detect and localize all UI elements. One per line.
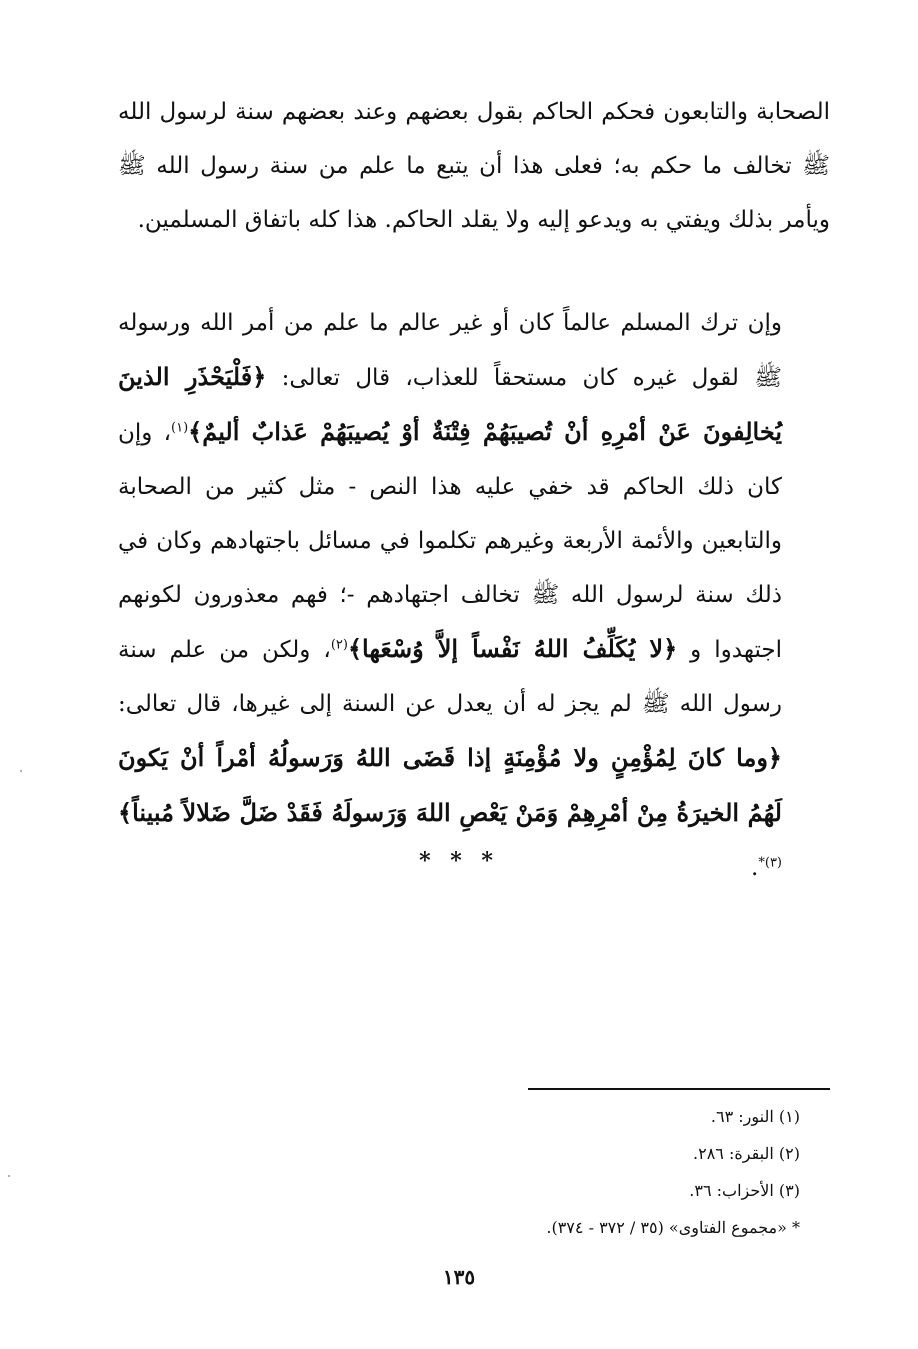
scan-speck [20,770,22,772]
paragraph-1-text: الصحابة والتابعون فحكم الحاكم بقول بعضهم وعند بعضهم سنة لرسول الله ﷺ تخالف ما حكم به؛ فعلى هذا أن يتبع ما علم من سنة رسول الله ﷺ ويأمر بذلك ويفتي به ويدعو إليه ولا يقلد الحاكم. هذا كله باتفاق المسلمين. [118,99,830,233]
footnote-3: (٣) الأحزاب: ٣٦. [689,1181,800,1200]
footnote-1: (١) النور: ٦٣. [710,1107,800,1126]
footnote-ref-3: (٣) [764,855,782,871]
quran-quote-2: ﴿لا يُكَلِّفُ اللهُ نَفْساً إلاَّ وُسْعَها﴾ [347,634,678,663]
footnote-ref-2: (٢) [330,637,348,653]
footnote-ref-1: (١) [171,420,189,436]
paragraph-2-part3: ، ولكن من علم سنة رسول الله ﷺ لم يجز له أن يعدل عن السنة إلى غيرها، قال تعالى: [118,637,782,717]
paragraph-2-part4: . [751,855,759,881]
footnote-source: * «مجموع الفتاوى» (٣٥ / ٣٧٢ - ٣٧٤). [546,1218,800,1237]
footnote-2: (٢) البقرة: ٢٨٦. [693,1144,800,1163]
paragraph-2-part2: ، وإن كان ذلك الحاكم قد خفي عليه هذا النص - مثل كثير من الصحابة والتابعين والأئمة الأربعة وغيرهم تكلموا في مسائل باجتهادهم وكان في ذلك سنة لرسول الله ﷺ تخالف اجتهادهم -؛ فهم معذورون لكونهم اجتهدوا و [118,420,782,663]
paragraph-1 [118,85,830,247]
quran-quote-1: ﴿فَلْيَحْذَرِ الذينَ يُخالِفونَ عَنْ أمْرِهِ أنْ تُصيبَهُمْ فِتْنَةٌ أوْ يُصيبَهُمْ عَذابٌ أليمٌ﴾ [118,362,782,446]
footnote-ref-star: * [758,855,765,871]
section-separator: * * * [419,848,499,874]
paragraph-2-part1: وإن ترك المسلم عالماً كان أو غير عالم ما علم من أمر الله ورسوله ﷺ لقول غيره كان مستحقاً للعذاب، قال تعالى: [118,310,783,391]
footnotes [380,1098,800,1246]
paragraph-2 [118,296,830,895]
scan-speck [8,1175,10,1177]
page-number: ١٣٥ [442,1265,476,1289]
footnote-divider [528,1088,830,1090]
quran-quote-3: ﴿وما كانَ لِمُؤْمِنٍ ولا مُؤْمِنَةٍ إذا قَضَى اللهُ وَرَسولُهُ أمْراً أنْ يَكونَ لَهُمُ الخيرَةُ مِنْ أمْرِهِمْ وَمَنْ يَعْصِ اللهَ وَرَسولَهُ فَقَدْ ضَلَّ ضَلالاً مُبيناً﴾ [118,743,782,827]
paragraph-2-body [118,296,830,895]
